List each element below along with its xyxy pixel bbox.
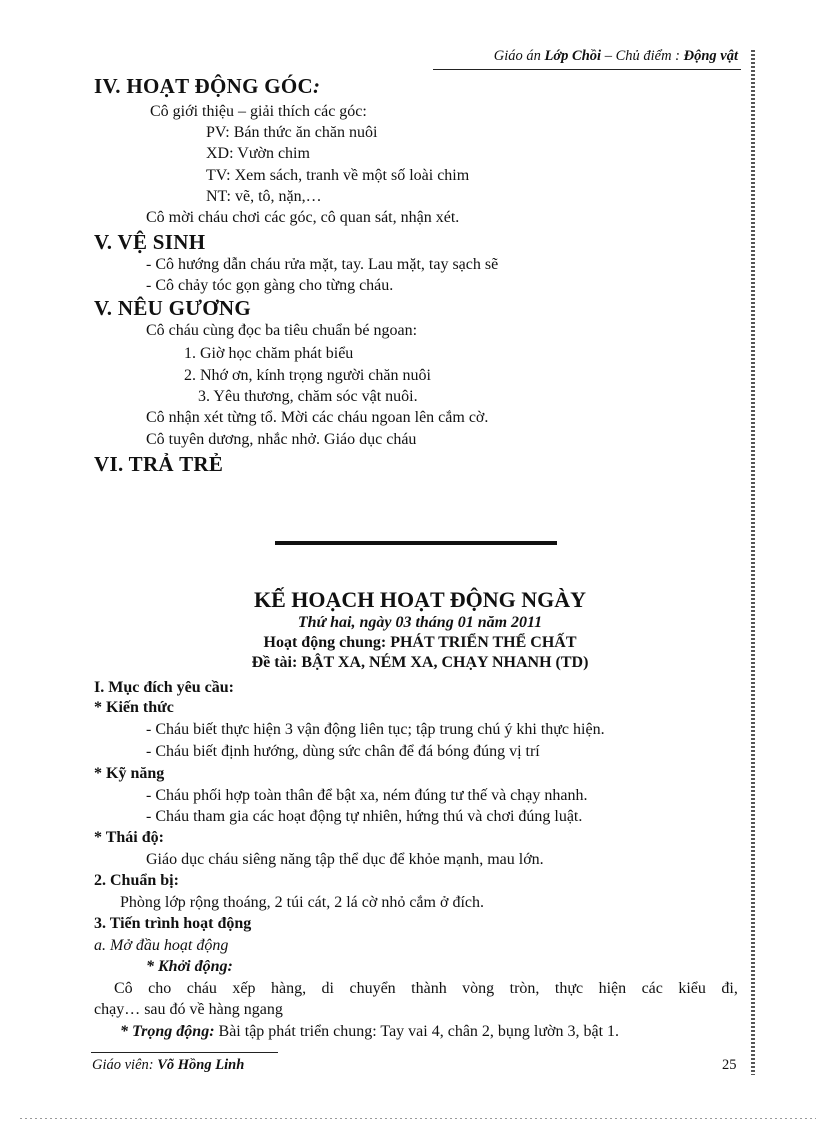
section5b-closing: Cô nhận xét từng tổ. Mời các cháu ngoan lên cắm cờ. [146, 409, 489, 426]
section4-heading: IV. HOẠT ĐỘNG GÓC: [94, 74, 321, 98]
plan-topic: Đề tài: BẬT XA, NÉM XA, CHẠY NHANH (TD) [251, 654, 589, 671]
footer-teacher: Giáo viên: Võ Hồng Linh [92, 1057, 245, 1073]
section5b-closing: Cô tuyên dương, nhắc nhở. Giáo dục cháu [146, 431, 417, 448]
preparation-text: Phòng lớp rộng thoáng, 2 túi cát, 2 lá cờ nhỏ cắm ở đích. [120, 894, 484, 911]
corner-item: NT: vẽ, tô, nặn,… [206, 188, 322, 205]
header-class-name: Lớp Chồi [544, 48, 602, 64]
section5b-heading: V. NÊU GƯƠNG [94, 296, 252, 320]
corner-item: XD: Vườn chim [206, 145, 310, 162]
header-theme: Động vật [683, 48, 738, 64]
knowledge-item: - Cháu biết định hướng, dùng sức chân để đá bóng đúng vị trí [146, 743, 540, 760]
knowledge-item: - Cháu biết thực hiện 3 vận động liên tục; tập trung chú ý khi thực hiện. [146, 721, 605, 738]
attitude-heading: * Thái độ: [94, 829, 164, 846]
section-divider [275, 541, 557, 545]
skills-item: - Cháu phối hợp toàn thân để bật xa, ném đúng tư thế và chạy nhanh. [146, 787, 588, 804]
section4-intro: Cô giới thiệu – giải thích các góc: [150, 103, 367, 120]
process-heading: 3. Tiến trình hoạt động [94, 915, 252, 932]
section5b-intro: Cô cháu cùng đọc ba tiêu chuẩn bé ngoan: [146, 322, 418, 339]
objectives-heading: I. Mục đích yêu cầu: [94, 679, 234, 696]
attitude-text: Giáo dục cháu siêng năng tập thể dục để khỏe mạnh, mau lớn. [146, 851, 544, 868]
skills-heading: * Kỹ năng [94, 765, 165, 782]
section5-heading: V. VỆ SINH [94, 230, 206, 254]
warmup-line-2: chạy… sau đó về hàng ngang [94, 1001, 283, 1018]
skills-item: - Cháu tham gia các hoạt động tự nhiên, hứng thú và chơi đúng luật. [146, 808, 583, 825]
criteria-item: 3. Yêu thương, chăm sóc vật nuôi. [198, 388, 418, 405]
footer-rule [91, 1052, 278, 1053]
page-border-right [751, 50, 755, 1075]
warmup-heading: * Khởi động: [146, 958, 233, 975]
header-prefix: Giáo án [493, 48, 545, 64]
knowledge-heading: * Kiến thức [94, 699, 174, 716]
header-mid: – Chủ điểm : [601, 48, 684, 64]
plan-title: KẾ HOẠCH HOẠT ĐỘNG NGÀY [253, 587, 587, 612]
section4-closing: Cô mời cháu chơi các góc, cô quan sát, nhận xét. [146, 209, 460, 226]
preparation-heading: 2. Chuẩn bị: [94, 872, 179, 889]
hygiene-item: - Cô hướng dẫn cháu rửa mặt, tay. Lau mặt, tay sạch sẽ [146, 256, 499, 273]
running-header [494, 48, 738, 65]
plan-date: Thứ hai, ngày 03 tháng 01 năm 2011 [297, 614, 543, 631]
page-number: 25 [722, 1057, 737, 1073]
criteria-item: 2. Nhớ ơn, kính trọng người chăn nuôi [184, 367, 431, 384]
warmup-line: Cô cho cháu xếp hàng, di chuyển thành vòng tròn, thực hiện các kiểu đi, [114, 980, 738, 997]
plan-activity: Hoạt động chung: PHÁT TRIỂN THỂ CHẤT [263, 634, 577, 651]
section6-heading: VI. TRẢ TRẺ [94, 452, 224, 476]
corner-item: TV: Xem sách, tranh về một số loài chim [206, 167, 470, 184]
process-sub-a: a. Mở đầu hoạt động [94, 937, 229, 954]
main-exercise: * Trọng động: Bài tập phát triển chung: Tay vai 4, chân 2, bụng lườn 3, bật 1. [120, 1023, 620, 1040]
hygiene-item: - Cô chảy tóc gọn gàng cho từng cháu. [146, 277, 394, 294]
corner-item: PV: Bán thức ăn chăn nuôi [206, 124, 378, 141]
header-rule [433, 69, 741, 70]
criteria-item: 1. Giờ học chăm phát biểu [184, 345, 354, 362]
page-border-bottom [20, 1118, 816, 1119]
